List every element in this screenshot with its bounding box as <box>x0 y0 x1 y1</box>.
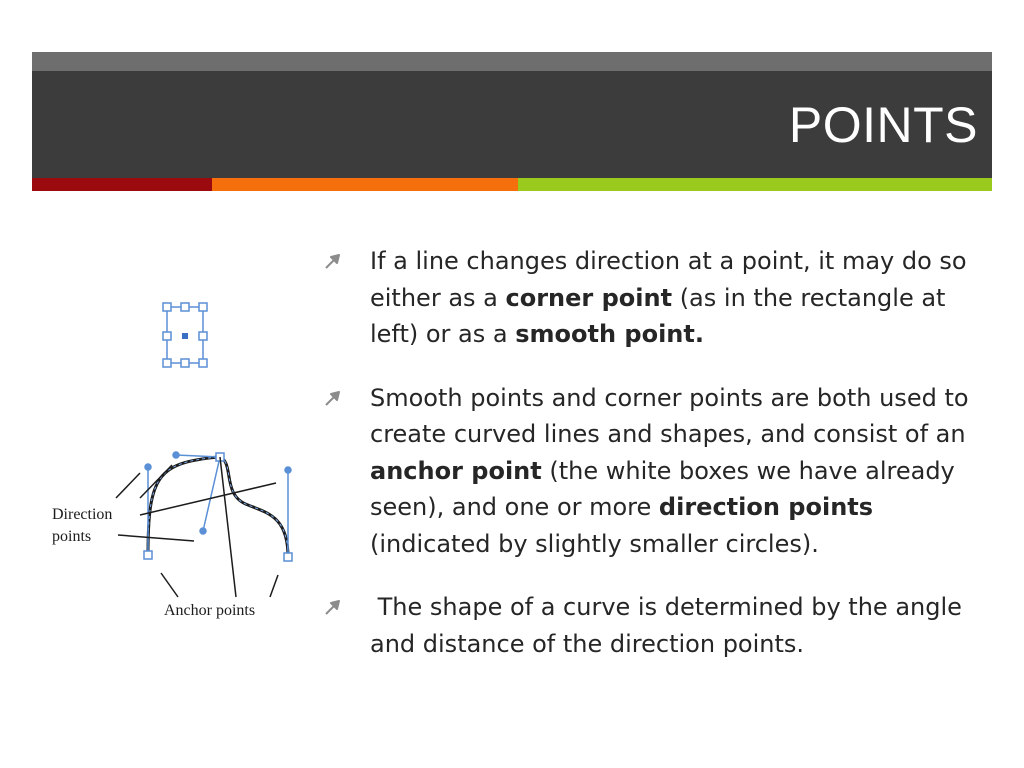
anchor-points-illustration <box>48 295 308 635</box>
bullet-item <box>322 380 992 563</box>
direction-points-label-line2: points <box>52 528 92 545</box>
callout-lines <box>116 457 278 597</box>
direction-handles <box>144 452 292 561</box>
bullet-text: The shape of a curve is determined by the angle and distance of the direction points. <box>370 593 970 658</box>
slide-title: POINTS <box>788 97 978 153</box>
anchor-points-label: Anchor points <box>164 602 256 619</box>
bullet-list <box>322 243 992 689</box>
curve-path <box>148 457 288 557</box>
rectangle-corner-points <box>163 303 207 367</box>
accent-stripe-green <box>518 178 992 191</box>
arrow-up-right-icon <box>322 389 342 409</box>
accent-stripe-orange <box>212 178 518 191</box>
header-top-band <box>32 52 992 71</box>
bullet-bold-text: corner point <box>505 283 673 312</box>
accent-stripe-red <box>32 178 212 191</box>
bullet-bold-text: direction points <box>658 493 874 521</box>
arrow-up-right-icon <box>322 252 342 272</box>
bullet-text: If a line changes direction at a point, it may do so either as a <box>370 247 967 312</box>
bullet-item <box>322 589 992 662</box>
bullet-bold-text: anchor point <box>370 456 542 485</box>
title-bar <box>32 71 992 178</box>
bullet-item <box>322 243 992 353</box>
direction-points-label-line1: Direction <box>52 506 113 523</box>
bullet-text: (as in the rectangle at left) or as a <box>370 283 946 348</box>
bullet-text: (the white boxes we have already seen), and one or more <box>370 456 955 521</box>
bullet-text: Smooth points and corner points are both used to create curved lines and shapes, and consist of an <box>370 383 969 448</box>
arrow-up-right-icon <box>322 598 342 618</box>
bullet-text: (indicated by slightly smaller circles). <box>370 529 819 558</box>
bullet-bold-text: smooth point. <box>515 320 704 348</box>
